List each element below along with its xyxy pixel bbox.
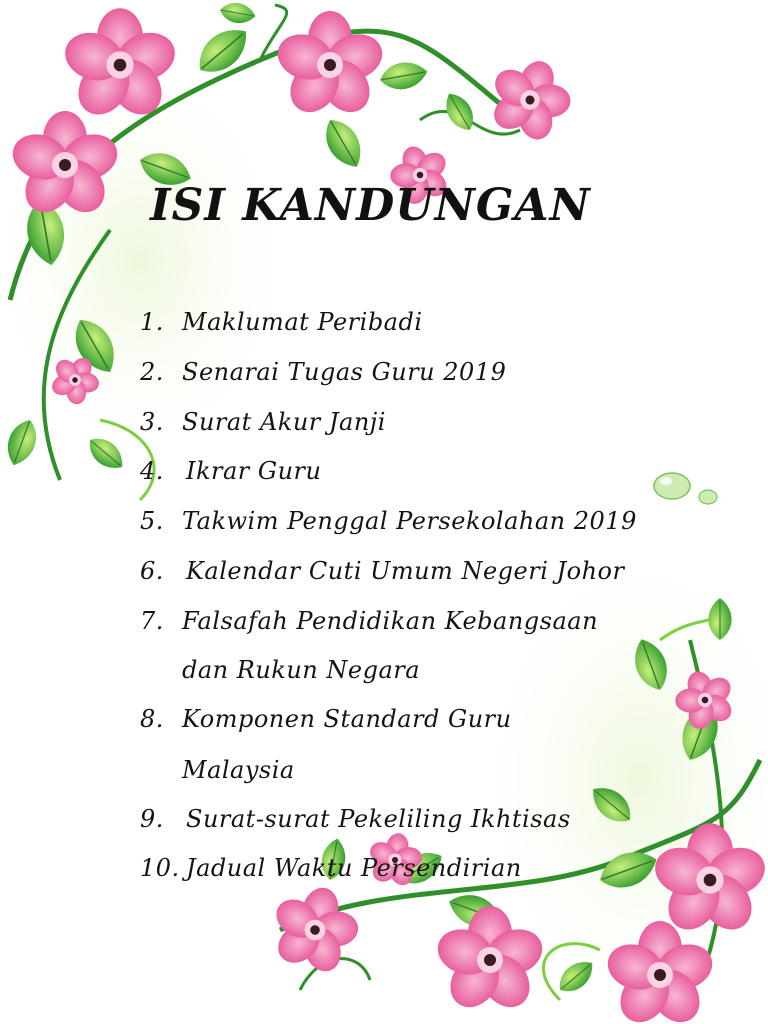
toc-item-label: Maklumat Peribadi <box>182 308 423 336</box>
toc-item-label: Surat Akur Janji <box>182 408 386 436</box>
toc-item-number: 4. <box>140 457 164 485</box>
page-title: ISI KANDUNGAN <box>150 180 591 231</box>
toc-item-number: 2. <box>140 358 164 386</box>
toc-item-number: 3. <box>140 408 164 436</box>
toc-item-label-continued: Malaysia <box>182 756 295 784</box>
toc-item-label: Komponen Standard Guru <box>182 705 512 733</box>
toc-item-label: Takwim Penggal Persekolahan 2019 <box>182 507 637 535</box>
toc-item-label: Surat-surat Pekeliling Ikhtisas <box>186 805 571 833</box>
toc-item-label: Kalendar Cuti Umum Negeri Johor <box>186 557 625 585</box>
toc-item-label-continued: dan Rukun Negara <box>182 656 421 684</box>
toc-item-number: 5. <box>140 507 164 535</box>
toc-item-label: Senarai Tugas Guru 2019 <box>182 358 507 386</box>
toc-item-number: 7. <box>140 607 164 635</box>
toc-item-number: 6. <box>140 557 164 585</box>
toc-item-label: Ikrar Guru <box>186 457 322 485</box>
toc-item-label: Jadual Waktu Persendirian <box>186 854 522 882</box>
toc-item-number: 9. <box>140 805 164 833</box>
toc-item-number: 8. <box>140 705 164 733</box>
toc-item-number: 1. <box>140 308 164 336</box>
toc-item-number: 10. <box>140 854 180 882</box>
toc-item-label: Falsafah Pendidikan Kebangsaan <box>182 607 599 635</box>
